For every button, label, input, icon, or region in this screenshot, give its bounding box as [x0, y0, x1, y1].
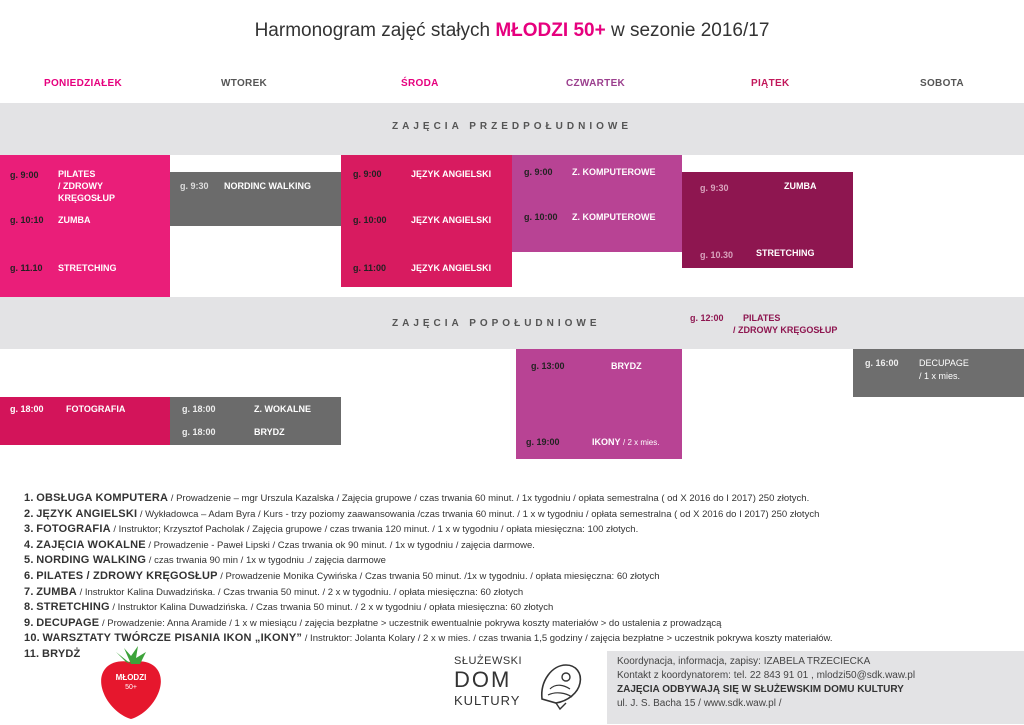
slot-label: JĘZYK ANGIELSKI	[411, 169, 492, 179]
slot-time: g. 9:30	[180, 181, 209, 191]
legend-name: STRETCHING	[36, 601, 110, 614]
legend-item: 3. FOTOGRAFIA / Instruktor; Krzysztof Pacholak / Zajęcia grupowe / czas trwania 120 minut. / 1 x w tygodniu / opłata miesięczna: 100 złotych.	[24, 523, 639, 536]
contact-phone-email: Kontakt z koordynatorem: tel. 22 843 91 01 , mlodzi50@sdk.waw.pl	[617, 670, 916, 681]
tuesday-morning-block	[170, 172, 341, 226]
slot-label: ZUMBA	[784, 181, 817, 191]
slot-time: g. 9:30	[700, 183, 729, 193]
morning-band	[0, 103, 1024, 155]
afternoon-band-label: ZAJĘCIA POPOŁUDNIOWE	[392, 318, 601, 329]
morning-band-label: ZAJĘCIA PRZEDPOŁUDNIOWE	[392, 121, 632, 132]
slot-time: g. 10:10	[10, 215, 44, 225]
slot-label: JĘZYK ANGIELSKI	[411, 263, 492, 273]
day-saturday: SOBOTA	[920, 78, 964, 89]
slot-time: g. 18:00	[182, 404, 216, 414]
day-monday: PONIEDZIAŁEK	[44, 78, 123, 89]
slot-label: BRYDZ	[611, 361, 642, 371]
legend-name: JĘZYK ANGIELSKI	[36, 507, 138, 520]
slot-time: g. 16:00	[865, 358, 899, 368]
slot-label: PILATES / ZDROWY KRĘGOSŁUP	[58, 169, 116, 203]
afternoon-band	[0, 297, 1024, 349]
legend-name: ZUMBA	[36, 585, 77, 598]
legend-item: 10. WARSZTATY TWÓRCZE PISANIA IKON „IKONY” / Instruktor: Jolanta Kolary / 2 x w mies. / czas trwania 1,5 godziny / zajęcia bezpłatne > uczestnik pokrywa koszty materiałów.	[24, 632, 833, 645]
legend-name: FOTOGRAFIA	[36, 523, 111, 536]
slot-label: Z. WOKALNE	[254, 404, 311, 414]
slot-time: g. 9:00	[10, 170, 39, 180]
wednesday-morning-block	[341, 155, 512, 287]
logo-dom-line2: DOM	[454, 667, 512, 692]
slot-time: g. 9:00	[353, 169, 382, 179]
contact-address: ul. J. S. Bacha 15 / www.sdk.waw.pl /	[617, 698, 782, 709]
logo-mlodzi-age: 50+	[125, 684, 137, 691]
slot-label: BRYDZ	[254, 427, 285, 437]
sdk-logo	[450, 655, 590, 715]
slot-time: g. 13:00	[531, 361, 565, 371]
slot-time: g. 11.10	[10, 263, 43, 273]
course-legend	[24, 491, 1014, 663]
contact-coordination: Koordynacja, informacja, zapisy: IZABELA TRZECIECKA	[617, 656, 871, 667]
legend-name: DECUPAGE	[36, 616, 100, 629]
slot-time: g. 10:00	[353, 215, 387, 225]
day-wednesday: ŚRODA	[401, 78, 439, 89]
legend-item: 8. STRETCHING / Instruktor Kalina Duwadzińska. / Czas trwania 50 minut. / 2 x w tygodniu / opłata miesięczna: 60 złotych	[24, 601, 554, 614]
slot-label: Z. KOMPUTEROWE	[572, 212, 656, 222]
title-prefix: Harmonogram zajęć stałych	[254, 20, 491, 41]
contact-venue: ZAJĘCIA ODBYWAJĄ SIĘ W SŁUŻEWSKIM DOMU KULTURY	[617, 684, 904, 695]
legend-item: 6. PILATES / ZDROWY KRĘGOSŁUP / Prowadzenie Monika Cywińska / Czas trwania 50 minut. /1x w tygodniu. / opłata miesięczna: 60 złotych	[24, 569, 660, 582]
friday-noon-label2: / ZDROWY KRĘGOSŁUP	[733, 325, 838, 335]
slot-time: g. 18:00	[182, 427, 216, 437]
day-tuesday: WTOREK	[221, 78, 268, 89]
legend-item: 7. ZUMBA / Instruktor Kalina Duwadzińska. / Czas trwania 50 minut. / 2 x w tygodniu. / opłata miesięczna: 60 złotych	[24, 585, 524, 598]
slot-label: JĘZYK ANGIELSKI	[411, 215, 492, 225]
slot-label: Z. KOMPUTEROWE	[572, 167, 656, 177]
page-title	[0, 20, 1024, 42]
slot-label: STRETCHING	[756, 248, 815, 258]
legend-item: 2. JĘZYK ANGIELSKI / Wykładowca – Adam Byra / Kurs - trzy poziomy zaawansowania /czas trwania 60 minut. / 1 x w tygodniu / opłata semestralna ( od X 2016 do I 2017) 250 złotych	[24, 507, 820, 520]
legend-name: WARSZTATY TWÓRCZE PISANIA IKON „IKONY”	[42, 632, 303, 645]
logo-dom-line1: SŁUŻEWSKI	[454, 655, 523, 667]
slot-time: g. 10.30	[700, 250, 734, 260]
day-friday: PIĄTEK	[751, 78, 790, 89]
title-brand: MŁODZI 50+	[495, 20, 606, 41]
slot-label: FOTOGRAFIA	[66, 404, 126, 414]
slot-label: ZUMBA	[58, 215, 91, 225]
legend-item: 9. DECUPAGE / Prowadzenie: Anna Aramide / 1 x w miesiącu / zajęcia bezpłatne > uczestnik ewentualnie pokrywa koszty materiałów > do ustalenia z prowadzącą	[24, 616, 722, 629]
slot-label: NORDINC WALKING	[224, 181, 311, 191]
slot-note: / 2 x mies.	[623, 438, 660, 447]
friday-morning-block	[682, 172, 853, 268]
thursday-morning-block	[512, 155, 682, 252]
saturday-afternoon-block	[853, 349, 1024, 397]
logo-dom-line3: KULTURY	[454, 693, 521, 708]
slot-time: g. 19:00	[526, 437, 560, 447]
contact-box	[607, 651, 1024, 724]
slot-label: IKONY	[592, 437, 621, 447]
bird-emblem-icon	[536, 659, 584, 711]
monday-morning-block	[0, 155, 170, 297]
legend-name: ZAJĘCIA WOKALNE	[36, 538, 146, 551]
friday-noon-time: g. 12:00	[690, 313, 724, 323]
slot-time: g. 11:00	[353, 263, 387, 273]
monday-afternoon-block	[0, 397, 170, 445]
thursday-afternoon-block	[516, 349, 682, 459]
slot-note: / 1 x mies.	[919, 371, 961, 381]
legend-name: OBSŁUGA KOMPUTERA	[36, 492, 169, 504]
slot-label: DECUPAGE	[919, 358, 969, 368]
legend-name: PILATES / ZDROWY KRĘGOSŁUP	[36, 569, 218, 582]
legend-item: 1. OBSŁUGA KOMPUTERA / Prowadzenie – mgr Urszula Kazalska / Zajęcia grupowe / czas trwania 60 minut. / 1x tygodniu / opłata semestralna ( od X 2016 do I 2017) 250 złotych.	[24, 492, 810, 504]
legend-name: NORDING WALKING	[36, 554, 147, 567]
legend-item: 11. BRYDŻ	[24, 647, 81, 660]
legend-name: BRYDŻ	[41, 647, 81, 660]
slot-label: STRETCHING	[58, 263, 117, 273]
slot-time: g. 9:00	[524, 167, 553, 177]
slot-time: g. 18:00	[10, 404, 44, 414]
mlodzi-logo	[96, 640, 166, 720]
slot-time: g. 10:00	[524, 212, 558, 222]
day-thursday: CZWARTEK	[566, 78, 626, 89]
legend-item: 5. NORDING WALKING / czas trwania 90 min / 1x w tygodniu ./ zajęcia darmowe	[24, 554, 386, 567]
title-suffix: w sezonie 2016/17	[610, 20, 770, 41]
friday-noon-label: PILATES	[743, 313, 781, 323]
logo-mlodzi-text: MŁODZI	[115, 673, 147, 682]
legend-item: 4. ZAJĘCIA WOKALNE / Prowadzenie - Paweł Lipski / Czas trwania ok 90 minut. / 1x w tygodniu / zajęcia darmowe.	[24, 538, 535, 551]
tuesday-afternoon-block	[170, 397, 341, 445]
